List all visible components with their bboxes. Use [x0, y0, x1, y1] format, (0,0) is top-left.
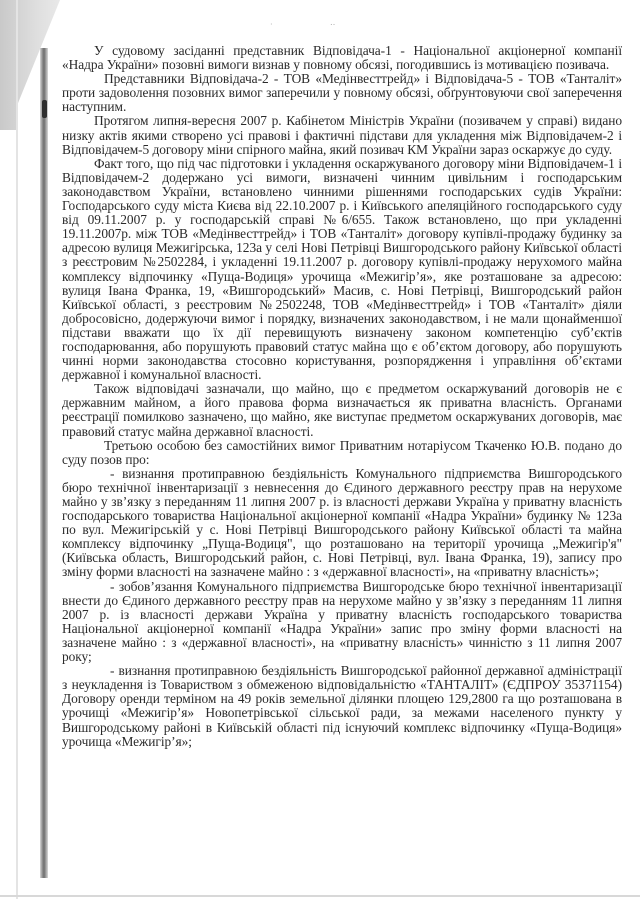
paragraph-private-property: Також відповідачі зазначали, що майно, що є предметом оскаржуваний договорів не є державним майном, а його правова форма визначається як приватна власність. Органами реєстрації помилково зазначено, що майно, яке виступає предметом оскаржуваних договорів, має правовий статус майна державної власності. [62, 381, 622, 439]
claim-item-rda-lease: - визнання протиправною бездіяльність Вишгородської районної державної адміністрації з неукладення із Товариством з обмеженою відповідальністю «ТАНТАЛІТ» (ЄДПРОУ 35371154) Договору оренди терміном на 49 років земельної ділянки площею 129,2800 га що розташована в урочищі «Межигір’я» Новопетрівської сільської ради, за межами населеного пункту у Вишгородському районі в Київській області під існуючий комплекс відпочинку «Пуща-Водиця» урочища «Межигір’я»; [62, 663, 622, 749]
scan-speck: · [270, 20, 273, 29]
scan-speck: ‥ [330, 18, 336, 27]
claim-item-bti-inaction: - визнання протиправною бездіяльність Комунального підприємства Вишгородського бюро технічної інвентаризації з невнесення до Єдиного державного реєстру прав на нерухоме майно у зв’язку з переданням 11 липня 2007 р. із власності держави Україна у приватну власність господарського товариства Національної акціонерної компанії «Надра України» будинку № 123а по вул. Межигірській у с. Нові Петрівці Вишгородського району Київської області та майна комплексу відпочинку „Пуща-Водиця", що розташовано на території урочища „Межигір'я" (Київська область, Вишгородський район, с. Нові Петрівці, вул. Івана Франка, 19), запису про зміну форми власності на зазначене майно : з «державної власності», на «приватну власність»; [62, 465, 622, 580]
paragraph-exchange-contract-facts: Факт того, що під час підготовки і укладення оскаржуваного договору міни Відповідачем-1 і Відповідачем-2 додержано усі вимоги, визначені чинним цивільним і господарським законодавством України, встановлено чинними рішеннями господарських судів України: Господарського суду міста Києва від 22.10.2007 р. і Київського апеляційного господарського суду від 09.11.2007 р. у господарській справі №6/655. Також встановлено, що при укладенні 19.11.2007р. між ТОВ «Медінвесттрейд» і ТОВ «Танталіт» договору купівлі-продажу будинку за адресою вулиця Межигірська, 123а у селі Нові Петрівці Вишгородського району Київської області з реєстровим №2502284, і укладенні 19.11.2007 р. договору купівлі-продажу нерухомого майна комплексу відпочинку «Пуща-Водиця» урочища «Межигір’я», яке розташоване за адресою: вулиця Івана Франка, 19, «Вишгородський» Масив, с. Нові Петрівці, Вишгородський район Київської області, з реєстровим №2502248, ТОВ «Медінвесттрейд» і ТОВ «Танталіт» діяли добросовісно, додержуючи вимог і порядку, визначених законодавством, і не мали щонайменшої підстави вважати що їх дії перевищують визначену законом компетенцію суб’єктів господарювання, або порушують правовий статус майна що є об’єктом договору, або порушують чинні норми законодавства стосовно користування, розпорядження і управління об’єктами державної і комунальної власності. [62, 155, 622, 383]
paragraph-third-party-claim: Третьою особою без самостійних вимог Приватним нотаріусом Ткаченко Ю.В. подано до суду позов про: [62, 437, 622, 467]
paragraph-cabinet-acts: Протягом липня-вересня 2007 р. Кабінетом Міністрів України (позивачем у справі) видано низку актів якими створено усі правові і фактичні підстави для укладення між Відповідачем-2 і Відповідачем-5 договору міни спірного майна, який позивач КМ України зараз оскаржує до суду. [62, 113, 622, 157]
page-bottom-edge [0, 895, 640, 897]
paragraph-defendants-objection: Представники Відповідача-2 - ТОВ «Медінвесттрейд» і Відповідача-5 - ТОВ «Танталіт» проти задоволення позовних вимог заперечили у повному обсязі, обґрунтовуючи свої заперечення наступним. [62, 71, 622, 115]
document-page [62, 44, 622, 749]
scan-edge [16, 0, 18, 899]
claim-item-bti-obligation: - зобов’язання Комунального підприємства Вишгородське бюро технічної інвентаризації внести до Єдиного державного реєстру прав на нерухоме майно у зв’язку з переданням 11 липня 2007 р. із власності держави Україна у приватну власність господарського товариства Національної акціонерної компанії «Надра України» запис про зміну форми власності на зазначене майно : з «державної власності», на «приватну власність» чинністю з 11 липня 2007 року; [62, 578, 622, 665]
binding-strip [40, 48, 48, 878]
binding-mark [42, 100, 47, 118]
paragraph-defendant1-position: У судовому засіданні представник Відповідача-1 - Національної акціонерної компанії «Надра України» позовні вимоги визнав у повному обсязі, погодившись із мотивацією позивача. [62, 43, 622, 73]
scan-page-corner-shadow [0, 0, 60, 130]
